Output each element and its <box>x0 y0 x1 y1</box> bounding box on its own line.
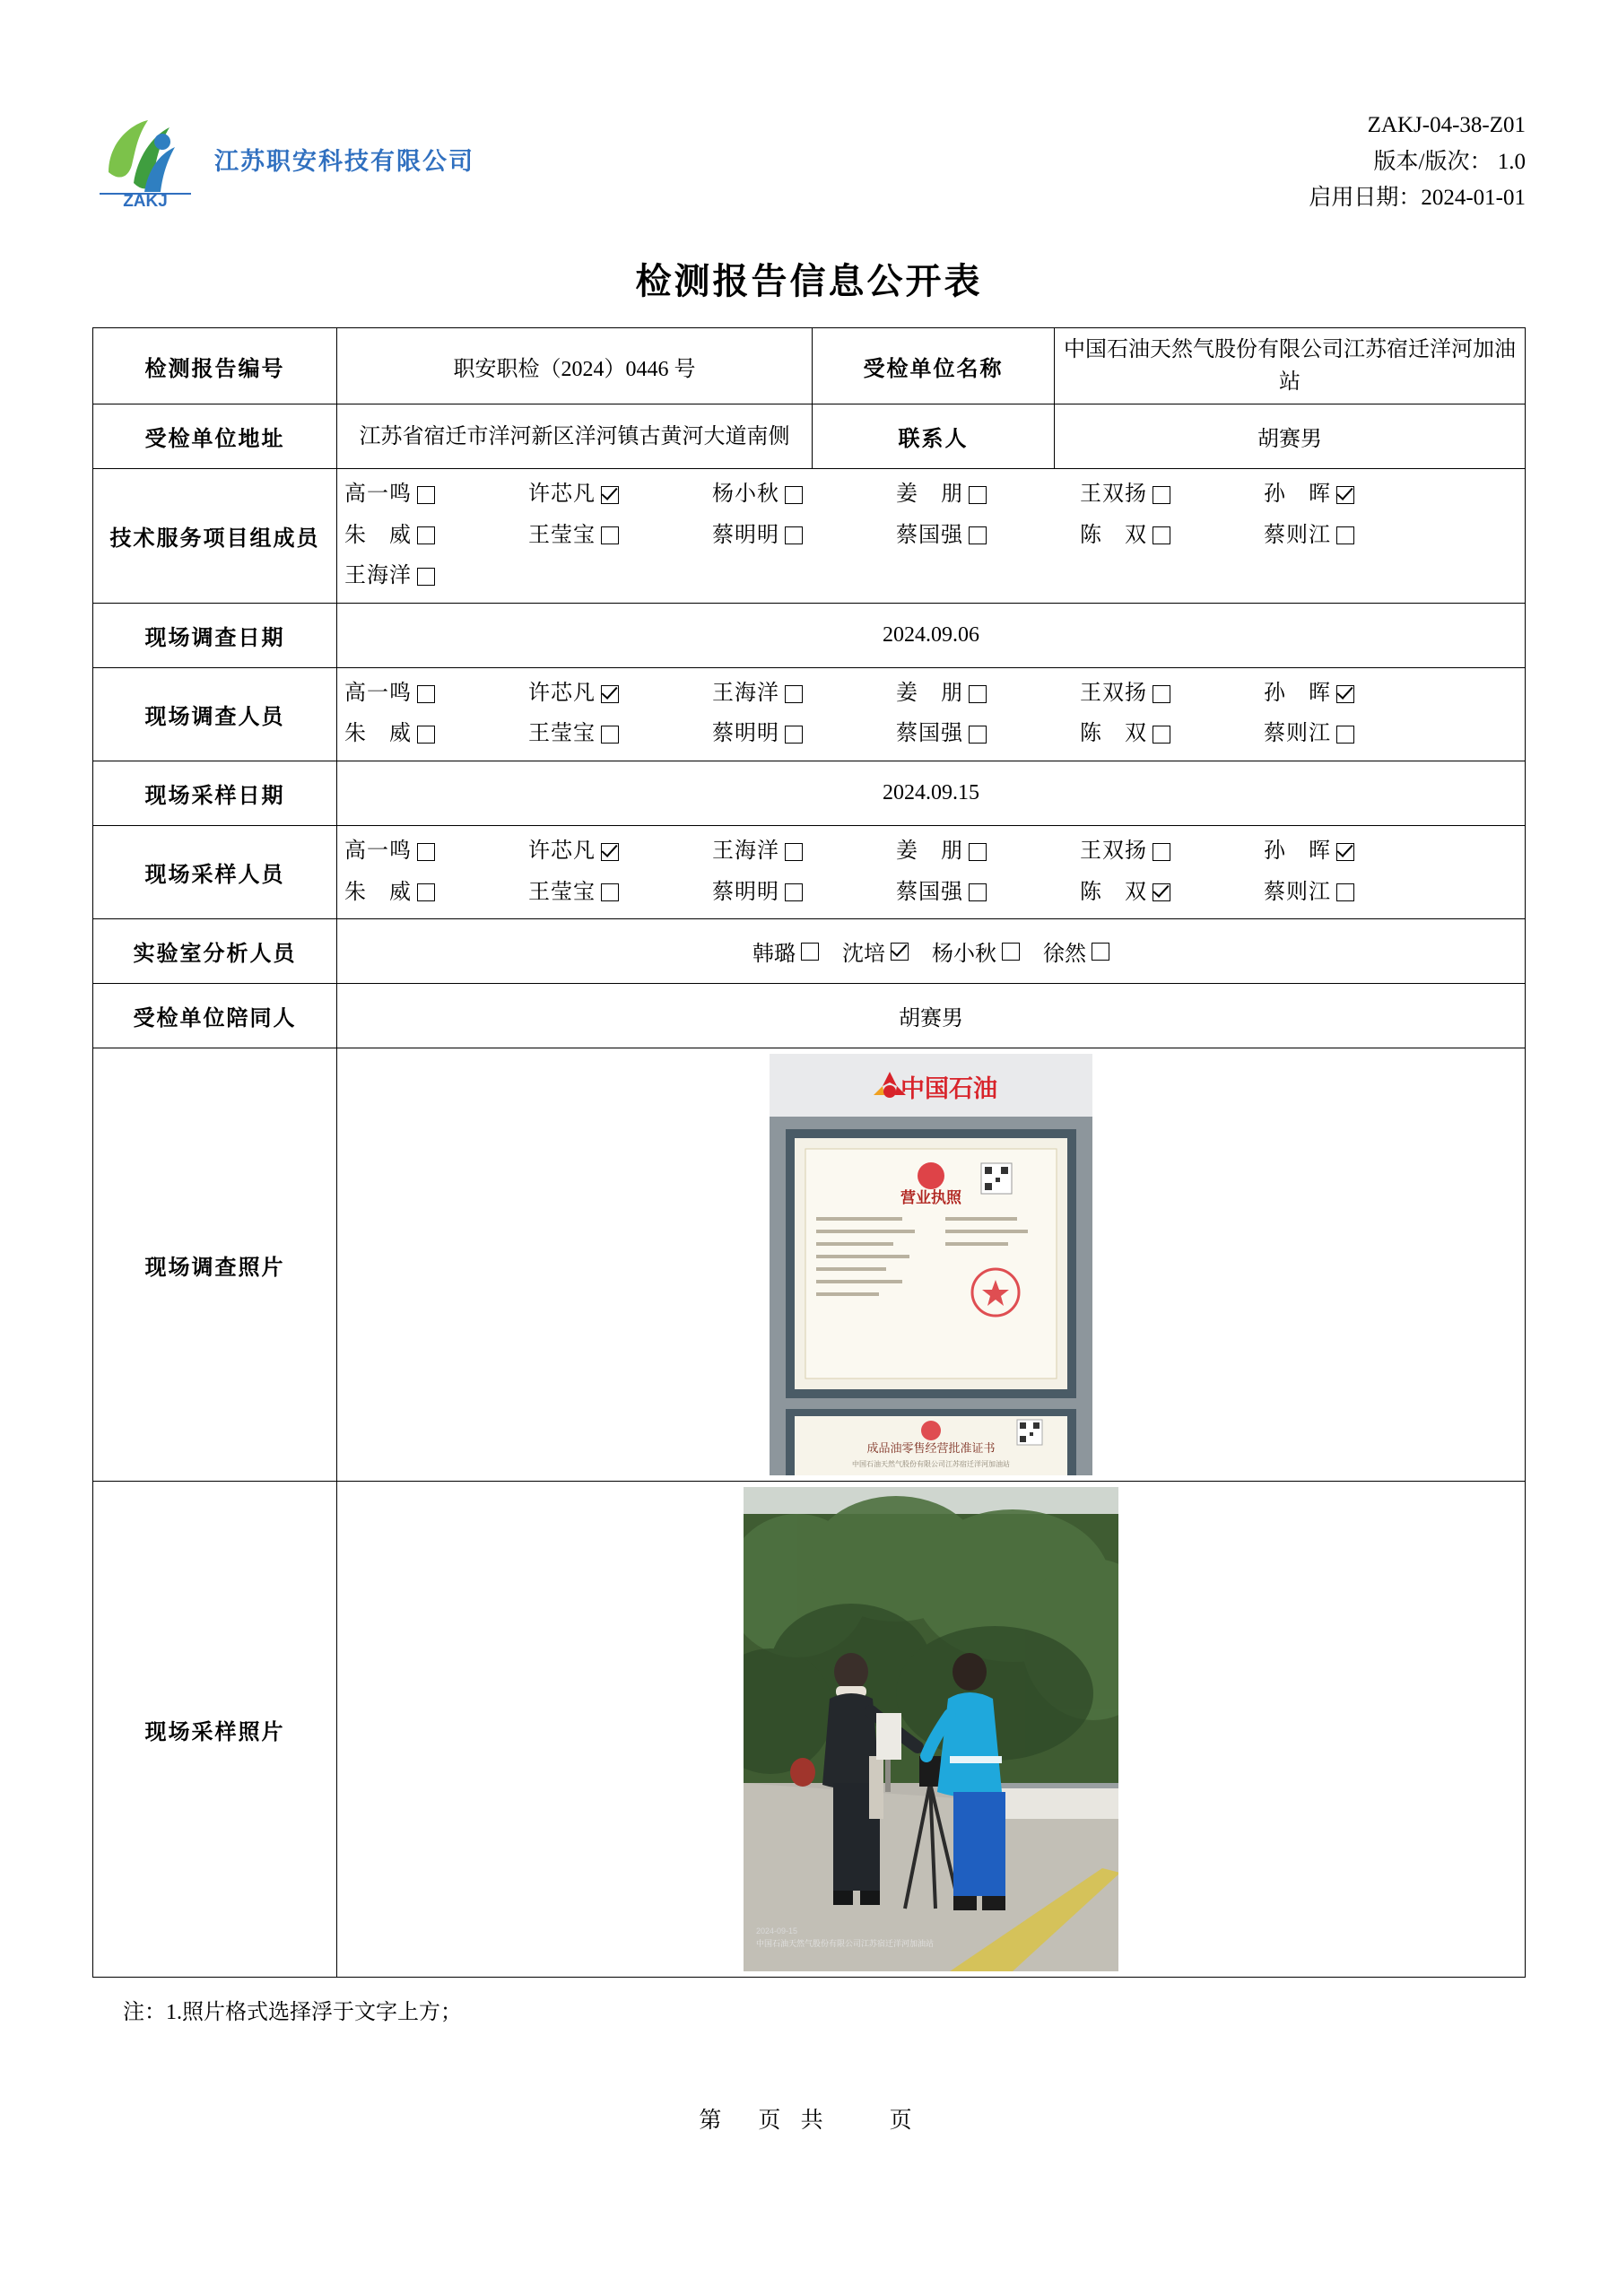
team-member-name: 许芯凡 <box>528 483 596 506</box>
team-member-row <box>344 556 1518 597</box>
lab-staff-name: 韩璐 <box>752 943 796 967</box>
photo-cert2-sub: 中国石油天然气股份有限公司江苏宿迁洋河加油站 <box>852 1460 1010 1469</box>
report-no-label: 检测报告编号 <box>93 328 337 404</box>
team-label: 技术服务项目组成员 <box>93 469 337 604</box>
sampling-staff-item[interactable] <box>896 873 1080 914</box>
team-member-checkbox[interactable] <box>601 526 619 544</box>
sampling-staff-row <box>344 873 1518 914</box>
team-member-checkbox[interactable] <box>1153 526 1170 544</box>
sampling-staff-item[interactable] <box>344 873 528 914</box>
team-member-item[interactable] <box>1080 474 1264 516</box>
sampling-staff-item[interactable] <box>1080 873 1264 914</box>
survey-staff-checkbox[interactable] <box>417 726 435 744</box>
survey-staff-item[interactable] <box>1080 674 1264 715</box>
doc-effective-date: 启用日期：2024-01-01 <box>1309 186 1526 210</box>
team-member-name: 蔡国强 <box>896 523 963 547</box>
sampling-photo-cell <box>337 1482 1526 1978</box>
survey-staff-row <box>344 674 1518 715</box>
table-row <box>93 825 1526 918</box>
survey-staff-name: 姜 朋 <box>896 681 963 705</box>
sampling-staff-checkbox[interactable] <box>969 843 987 861</box>
team-member-checkbox[interactable] <box>1153 486 1170 504</box>
table-row <box>93 328 1526 404</box>
table-row <box>93 919 1526 984</box>
company-name: 江苏职安科技有限公司 <box>214 147 474 175</box>
sampling-staff-checkbox[interactable] <box>1336 843 1354 861</box>
sampling-staff-group <box>337 825 1526 918</box>
sampling-staff-item[interactable] <box>896 831 1080 873</box>
lab-staff-checkbox[interactable] <box>891 943 909 961</box>
survey-photo-image <box>770 1054 1092 1475</box>
sampling-staff-name: 蔡明明 <box>712 880 779 904</box>
survey-staff-name: 王莹宝 <box>528 722 596 746</box>
survey-staff-item[interactable] <box>712 714 896 755</box>
sampling-staff-item[interactable] <box>528 831 712 873</box>
team-member-checkbox[interactable] <box>969 526 987 544</box>
sampling-staff-item[interactable] <box>344 831 528 873</box>
sampling-photo-label: 现场采样照片 <box>93 1482 337 1978</box>
team-member-item[interactable] <box>344 474 528 516</box>
survey-staff-checkbox[interactable] <box>1153 726 1170 744</box>
contact-label: 联系人 <box>813 404 1055 469</box>
page-title: 检测报告信息公开表 <box>635 261 983 301</box>
photo-timestamp: 2024-09-15 <box>756 1926 798 1936</box>
team-member-checkbox[interactable] <box>1336 526 1354 544</box>
table-row <box>93 404 1526 469</box>
sampling-staff-item[interactable] <box>528 873 712 914</box>
header-left <box>92 106 474 212</box>
escort-label: 受检单位陪同人 <box>93 984 337 1048</box>
team-member-item[interactable] <box>712 516 896 557</box>
sampling-staff-checkbox[interactable] <box>1336 883 1354 901</box>
sampling-staff-item[interactable] <box>712 873 896 914</box>
survey-staff-name: 王海洋 <box>712 681 779 705</box>
team-members-group <box>337 469 1526 604</box>
address-label: 受检单位地址 <box>93 404 337 469</box>
lab-staff-item[interactable] <box>932 935 1020 967</box>
photo-brand-text: 中国石油 <box>900 1075 997 1103</box>
team-member-name: 孙 晖 <box>1264 483 1331 506</box>
table-row <box>93 1048 1526 1482</box>
survey-photo-cell <box>337 1048 1526 1482</box>
svg-text:营业执照: 营业执照 <box>900 1189 961 1207</box>
sampling-staff-checkbox[interactable] <box>601 843 619 861</box>
sampling-staff-item[interactable] <box>1080 831 1264 873</box>
survey-staff-checkbox[interactable] <box>1336 685 1354 703</box>
lab-staff-checkbox[interactable] <box>801 943 819 961</box>
team-member-name: 杨小秋 <box>712 483 779 506</box>
header-right <box>1309 106 1526 217</box>
sampling-staff-item[interactable] <box>1264 831 1448 873</box>
sampling-staff-name: 许芯凡 <box>528 839 596 863</box>
team-member-item[interactable] <box>896 474 1080 516</box>
sampling-staff-checkbox[interactable] <box>417 883 435 901</box>
team-member-checkbox[interactable] <box>417 486 435 504</box>
survey-staff-checkbox[interactable] <box>1153 685 1170 703</box>
sampling-staff-name: 陈 双 <box>1080 880 1147 904</box>
sampling-staff-name: 王双扬 <box>1080 839 1147 863</box>
report-no-value: 职安职检（2024）0446 号 <box>337 328 813 404</box>
survey-staff-checkbox[interactable] <box>417 685 435 703</box>
lab-staff-item[interactable] <box>842 935 909 967</box>
survey-staff-item[interactable] <box>896 674 1080 715</box>
survey-staff-name: 朱 威 <box>344 722 412 746</box>
sampling-staff-name: 蔡则江 <box>1264 880 1331 904</box>
inspected-unit-value: 中国石油天然气股份有限公司江苏宿迁洋河加油站 <box>1055 328 1526 404</box>
sampling-staff-checkbox[interactable] <box>785 843 803 861</box>
survey-staff-item[interactable] <box>344 674 528 715</box>
team-member-checkbox[interactable] <box>417 526 435 544</box>
survey-staff-name: 蔡国强 <box>896 722 963 746</box>
team-member-item[interactable] <box>1264 474 1448 516</box>
lab-staff-checkbox[interactable] <box>1092 943 1109 961</box>
team-member-checkbox[interactable] <box>785 486 803 504</box>
survey-staff-name: 孙 晖 <box>1264 681 1331 705</box>
team-member-name: 姜 朋 <box>896 483 963 506</box>
lab-staff-checkbox[interactable] <box>1002 943 1020 961</box>
team-member-name: 王双扬 <box>1080 483 1147 506</box>
sampling-staff-name: 蔡国强 <box>896 880 963 904</box>
sampling-staff-name: 高一鸣 <box>344 839 412 863</box>
survey-staff-checkbox[interactable] <box>969 685 987 703</box>
lab-staff-label: 实验室分析人员 <box>93 919 337 984</box>
survey-staff-item[interactable] <box>712 674 896 715</box>
table-row <box>93 603 1526 667</box>
team-member-item[interactable] <box>712 474 896 516</box>
page-footer: 第 页 共 页 <box>699 2109 919 2134</box>
survey-date-value: 2024.09.06 <box>337 603 1526 667</box>
photo-cert2-title: 成品油零售经营批准证书 <box>866 1441 996 1456</box>
logo-text: ZAKJ <box>123 192 168 211</box>
team-member-name: 朱 威 <box>344 523 412 547</box>
team-member-item[interactable] <box>528 474 712 516</box>
survey-staff-item[interactable] <box>528 674 712 715</box>
sampling-staff-name: 孙 晖 <box>1264 839 1331 863</box>
lab-staff-name: 沈培 <box>842 943 885 967</box>
team-member-row <box>344 474 1518 516</box>
survey-staff-row <box>344 714 1518 755</box>
lab-staff-group <box>337 919 1526 984</box>
survey-staff-item[interactable] <box>528 714 712 755</box>
survey-staff-label: 现场调查人员 <box>93 667 337 761</box>
team-member-name: 高一鸣 <box>344 483 412 506</box>
survey-staff-item[interactable] <box>1264 674 1448 715</box>
table-row <box>93 984 1526 1048</box>
team-member-name: 陈 双 <box>1080 523 1147 547</box>
contact-value: 胡赛男 <box>1055 404 1526 469</box>
sampling-photo-image <box>744 1487 1118 1971</box>
sampling-staff-checkbox[interactable] <box>969 883 987 901</box>
survey-staff-checkbox[interactable] <box>1336 726 1354 744</box>
team-member-checkbox[interactable] <box>969 486 987 504</box>
sampling-staff-checkbox[interactable] <box>785 883 803 901</box>
lab-staff-name: 杨小秋 <box>932 943 996 967</box>
page-header <box>92 106 1526 213</box>
survey-date-label: 现场调查日期 <box>93 603 337 667</box>
team-member-item[interactable] <box>1264 516 1448 557</box>
team-member-checkbox[interactable] <box>417 568 435 586</box>
escort-value: 胡赛男 <box>337 984 1526 1048</box>
sampling-staff-checkbox[interactable] <box>417 843 435 861</box>
survey-staff-group <box>337 667 1526 761</box>
sampling-staff-row <box>344 831 1518 873</box>
team-member-item[interactable] <box>344 516 528 557</box>
sampling-staff-checkbox[interactable] <box>1153 883 1170 901</box>
sampling-staff-name: 姜 朋 <box>896 839 963 863</box>
sampling-staff-name: 朱 威 <box>344 880 412 904</box>
sampling-staff-item[interactable] <box>712 831 896 873</box>
survey-staff-item[interactable] <box>1264 714 1448 755</box>
team-member-name: 蔡则江 <box>1264 523 1331 547</box>
team-member-name: 蔡明明 <box>712 523 779 547</box>
survey-staff-checkbox[interactable] <box>601 726 619 744</box>
photo-caption: 中国石油天然气股份有限公司江苏宿迁洋河加油站 <box>756 1939 935 1949</box>
table-row <box>93 469 1526 604</box>
survey-staff-checkbox[interactable] <box>785 726 803 744</box>
survey-staff-item[interactable] <box>896 714 1080 755</box>
address-value: 江苏省宿迁市洋河新区洋河镇古黄河大道南侧 <box>337 404 813 469</box>
team-member-item[interactable] <box>344 556 435 597</box>
inspected-unit-label: 受检单位名称 <box>813 328 1055 404</box>
survey-staff-name: 蔡明明 <box>712 722 779 746</box>
survey-staff-name: 许芯凡 <box>528 681 596 705</box>
team-member-checkbox[interactable] <box>785 526 803 544</box>
team-member-item[interactable] <box>896 516 1080 557</box>
lab-staff-item[interactable] <box>1043 935 1109 967</box>
survey-staff-name: 蔡则江 <box>1264 722 1331 746</box>
team-member-name: 王海洋 <box>344 564 412 588</box>
team-member-item[interactable] <box>528 516 712 557</box>
team-member-item[interactable] <box>1080 516 1264 557</box>
sampling-staff-checkbox[interactable] <box>1153 843 1170 861</box>
survey-staff-name: 王双扬 <box>1080 681 1147 705</box>
survey-staff-name: 陈 双 <box>1080 722 1147 746</box>
company-logo-icon <box>92 106 198 212</box>
team-member-name: 王莹宝 <box>528 523 596 547</box>
sampling-staff-item[interactable] <box>1264 873 1448 914</box>
team-member-row <box>344 516 1518 557</box>
survey-staff-checkbox[interactable] <box>601 685 619 703</box>
doc-version: 版本/版次： 1.0 <box>1373 149 1526 174</box>
team-member-checkbox[interactable] <box>601 486 619 504</box>
sampling-date-label: 现场采样日期 <box>93 761 337 825</box>
lab-staff-item[interactable] <box>752 935 819 967</box>
doc-code: ZAKJ-04-38-Z01 <box>1367 113 1526 137</box>
sampling-staff-label: 现场采样人员 <box>93 825 337 918</box>
team-member-checkbox[interactable] <box>1336 486 1354 504</box>
survey-staff-item[interactable] <box>344 714 528 755</box>
report-info-table <box>92 327 1526 1978</box>
sampling-staff-name: 王莹宝 <box>528 880 596 904</box>
table-note: 注：1.照片格式选择浮于文字上方； <box>123 2001 462 2025</box>
survey-staff-item[interactable] <box>1080 714 1264 755</box>
table-row <box>93 1482 1526 1978</box>
survey-staff-name: 高一鸣 <box>344 681 412 705</box>
survey-staff-checkbox[interactable] <box>785 685 803 703</box>
sampling-staff-checkbox[interactable] <box>601 883 619 901</box>
table-row <box>93 667 1526 761</box>
survey-staff-checkbox[interactable] <box>969 726 987 744</box>
sampling-date-value: 2024.09.15 <box>337 761 1526 825</box>
table-row <box>93 761 1526 825</box>
survey-photo-label: 现场调查照片 <box>93 1048 337 1482</box>
sampling-staff-name: 王海洋 <box>712 839 779 863</box>
lab-staff-name: 徐然 <box>1043 943 1086 967</box>
